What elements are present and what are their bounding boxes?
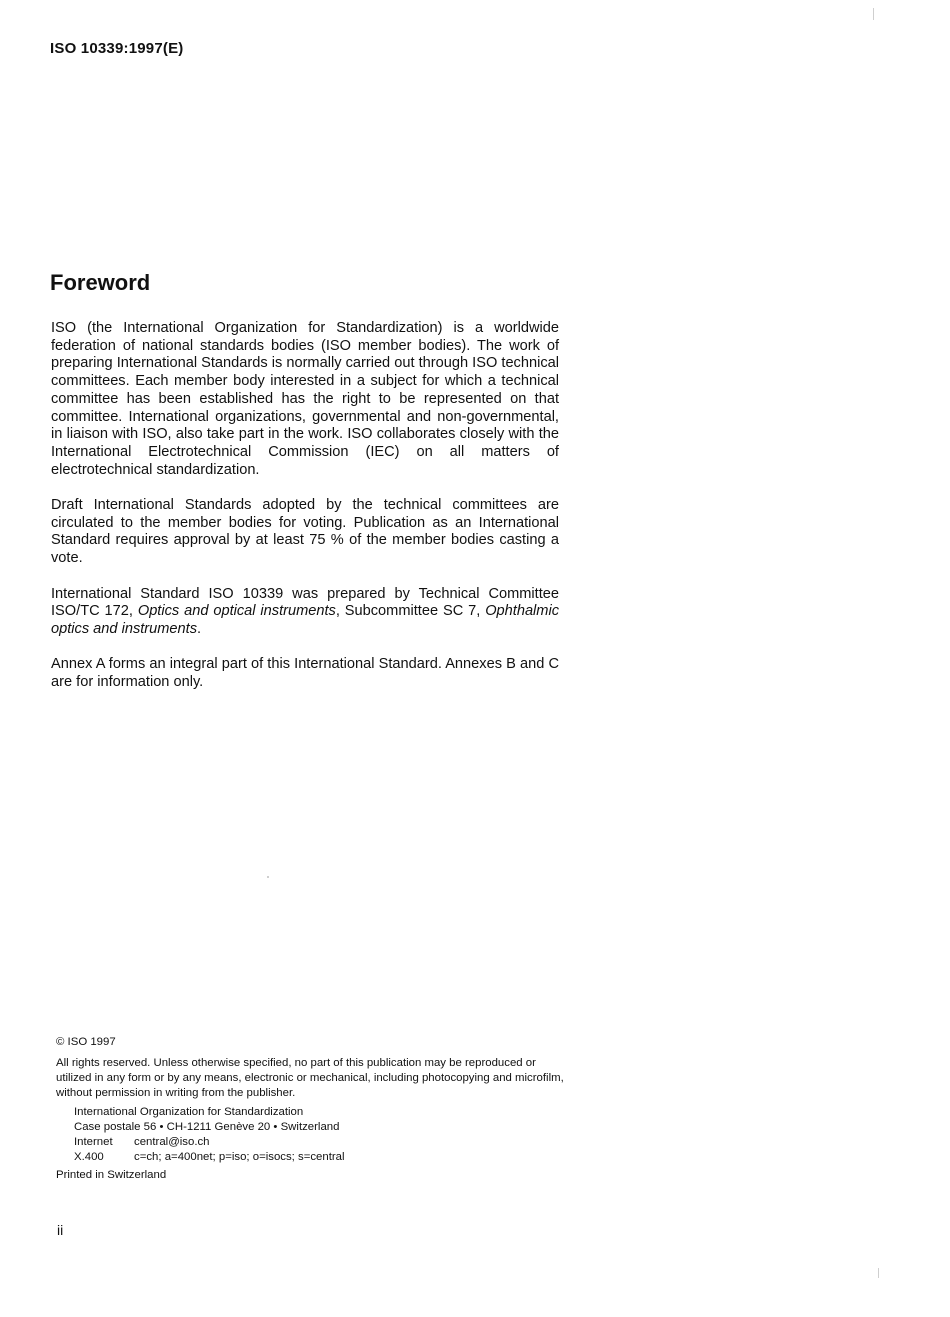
committee-text-middle: , Subcommittee SC 7, bbox=[335, 603, 486, 620]
x400-value: c=ch; a=400net; p=iso; o=isocs; s=central bbox=[134, 1151, 345, 1163]
scan-speck bbox=[873, 8, 874, 20]
paragraph-draft-standards: Draft International Standards adopted by the technical committees are circulated to the member bodies for voting. Publication as an International Standard requires approval by at least 75 % of the member bodies casting a vote. bbox=[51, 497, 559, 567]
internet-value: central@iso.ch bbox=[134, 1136, 210, 1148]
internet-row bbox=[74, 1135, 566, 1150]
page-title: Foreword bbox=[50, 270, 151, 295]
paragraph-committee bbox=[51, 586, 559, 639]
committee-text-end: . bbox=[197, 620, 202, 637]
copyright-line: © ISO 1997 bbox=[56, 1036, 116, 1048]
paragraph-iso-intro: ISO (the International Organization for Standardization) is a worldwide federation of national standards bodies (ISO member bodies). The work of preparing International Standards is normally carried out through ISO technical committees. Each member body interested in a subject for which a technical committee has been established has the right to be represented on that committee. International organizations, governmental and non-governmental, in liaison with ISO, also take part in the work. ISO collaborates closely with the International Electrotechnical Commission (IEC) on all matters of electrotechnical standardization. bbox=[51, 320, 559, 478]
organization-name: International Organization for Standardization bbox=[74, 1106, 304, 1118]
paragraph-annexes: Annex A forms an integral part of this International Standard. Annexes B and C are for information only. bbox=[51, 656, 559, 691]
x400-label: X.400 bbox=[74, 1151, 104, 1163]
committee-title: Optics and optical instruments bbox=[137, 603, 336, 620]
rights-statement: All rights reserved. Unless otherwise specified, no part of this publication may be reproduced or utilized in any form or by any means, electronic or mechanical, including photocopying and microfilm, without permission in writing from the publisher. bbox=[56, 1057, 564, 1099]
subcommittee-title: Ophthalmic optics and instruments bbox=[51, 603, 559, 637]
document-id: ISO 10339:1997(E) bbox=[50, 40, 184, 57]
page-number: ii bbox=[57, 1222, 64, 1238]
scan-speck bbox=[878, 1268, 879, 1278]
publisher-address bbox=[74, 1105, 566, 1165]
x400-row bbox=[74, 1150, 566, 1165]
foreword-body bbox=[51, 320, 559, 709]
printed-in: Printed in Switzerland bbox=[56, 1169, 167, 1181]
committee-text-start: International Standard ISO 10339 was prepared by Technical Committee ISO/TC 172, bbox=[51, 585, 559, 620]
internet-label: Internet bbox=[74, 1136, 113, 1148]
postal-address: Case postale 56 • CH-1211 Genève 20 • Switzerland bbox=[74, 1121, 340, 1133]
copyright-block bbox=[56, 1035, 566, 1183]
scan-speck bbox=[267, 876, 269, 878]
